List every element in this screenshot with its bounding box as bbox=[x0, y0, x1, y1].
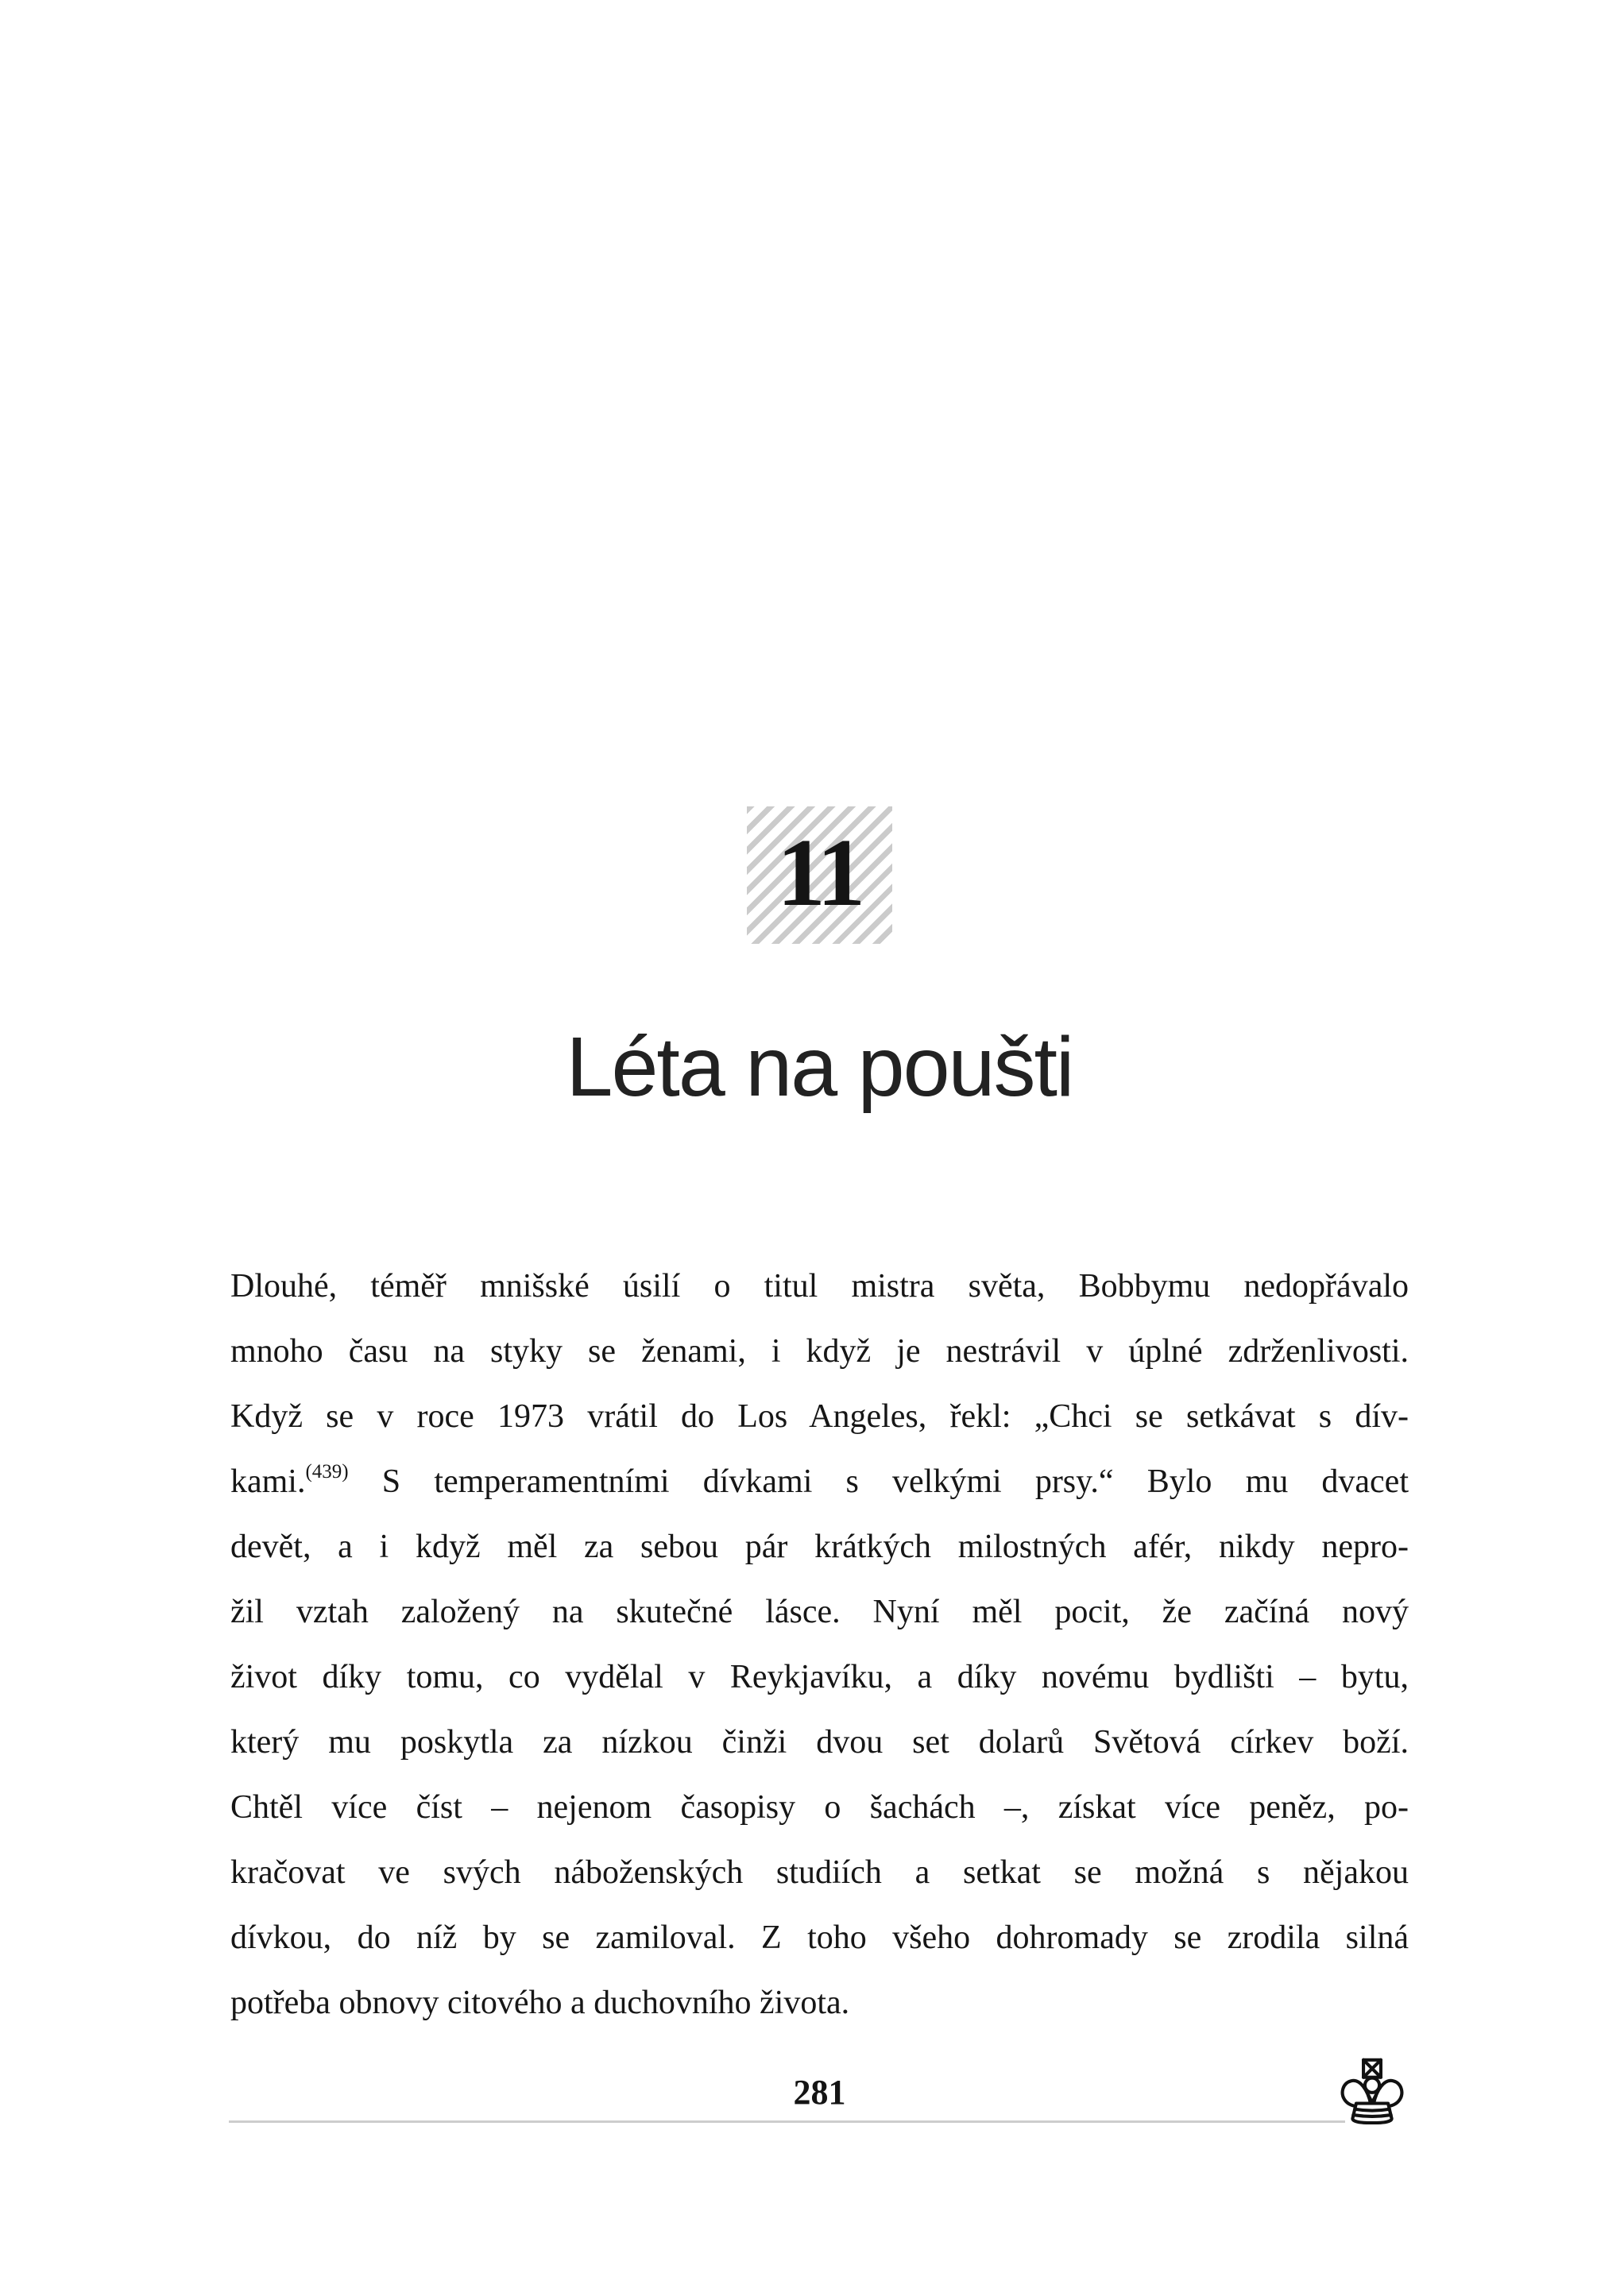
body-text-line: Dlouhé, téměř mnišské úsilí o titul mistra světa, Bobbymu nedopřávalo bbox=[230, 1268, 1409, 1305]
body-text-line: dívkou, do níž by se zamiloval. Z toho všeho dohromady se zrodila silná bbox=[230, 1919, 1409, 1956]
body-text-line: žil vztah založený na skutečné lásce. Nyní měl pocit, že začíná nový bbox=[230, 1594, 1409, 1630]
body-text-line: Chtěl více číst – nejenom časopisy o šachách –, získat více peněz, po- bbox=[230, 1789, 1409, 1826]
body-paragraph bbox=[230, 1254, 1409, 2035]
footer-divider bbox=[229, 2120, 1345, 2123]
page-number: 281 bbox=[793, 2073, 846, 2112]
body-text-line: potřeba obnovy citového a duchovního života. bbox=[230, 1985, 850, 2021]
body-text-segment: S temperamentními dívkami s velkými prsy.“ Bylo mu dvacet bbox=[348, 1463, 1409, 1500]
chess-king-icon bbox=[1340, 2058, 1405, 2124]
body-text-line: život díky tomu, co vydělal v Reykjavíku, a díky novému bydlišti – bytu, bbox=[230, 1659, 1409, 1695]
chapter-title: Léta na poušti bbox=[566, 1020, 1073, 1114]
body-text-line: kračovat ve svých náboženských studiích a setkat se možná s nějakou bbox=[230, 1854, 1409, 1891]
body-text-line: devět, a i když měl za sebou pár krátkých milostných afér, nikdy nepro- bbox=[230, 1529, 1409, 1565]
footnote-reference: (439) bbox=[305, 1461, 349, 1482]
body-text-segment: kami. bbox=[230, 1463, 306, 1500]
body-text-line: který mu poskytla za nízkou činži dvou set dolarů Světová církev boží. bbox=[230, 1724, 1409, 1761]
body-text-line: mnoho času na styky se ženami, i když je nestrávil v úplné zdrženlivosti. bbox=[230, 1333, 1409, 1370]
chapter-number: 11 bbox=[776, 818, 863, 926]
chapter-number-box bbox=[747, 806, 892, 944]
body-text-line: Když se v roce 1973 vrátil do Los Angeles, řekl: „Chci se setkávat s dív- bbox=[230, 1398, 1409, 1435]
body-text-line bbox=[230, 1449, 1409, 1514]
